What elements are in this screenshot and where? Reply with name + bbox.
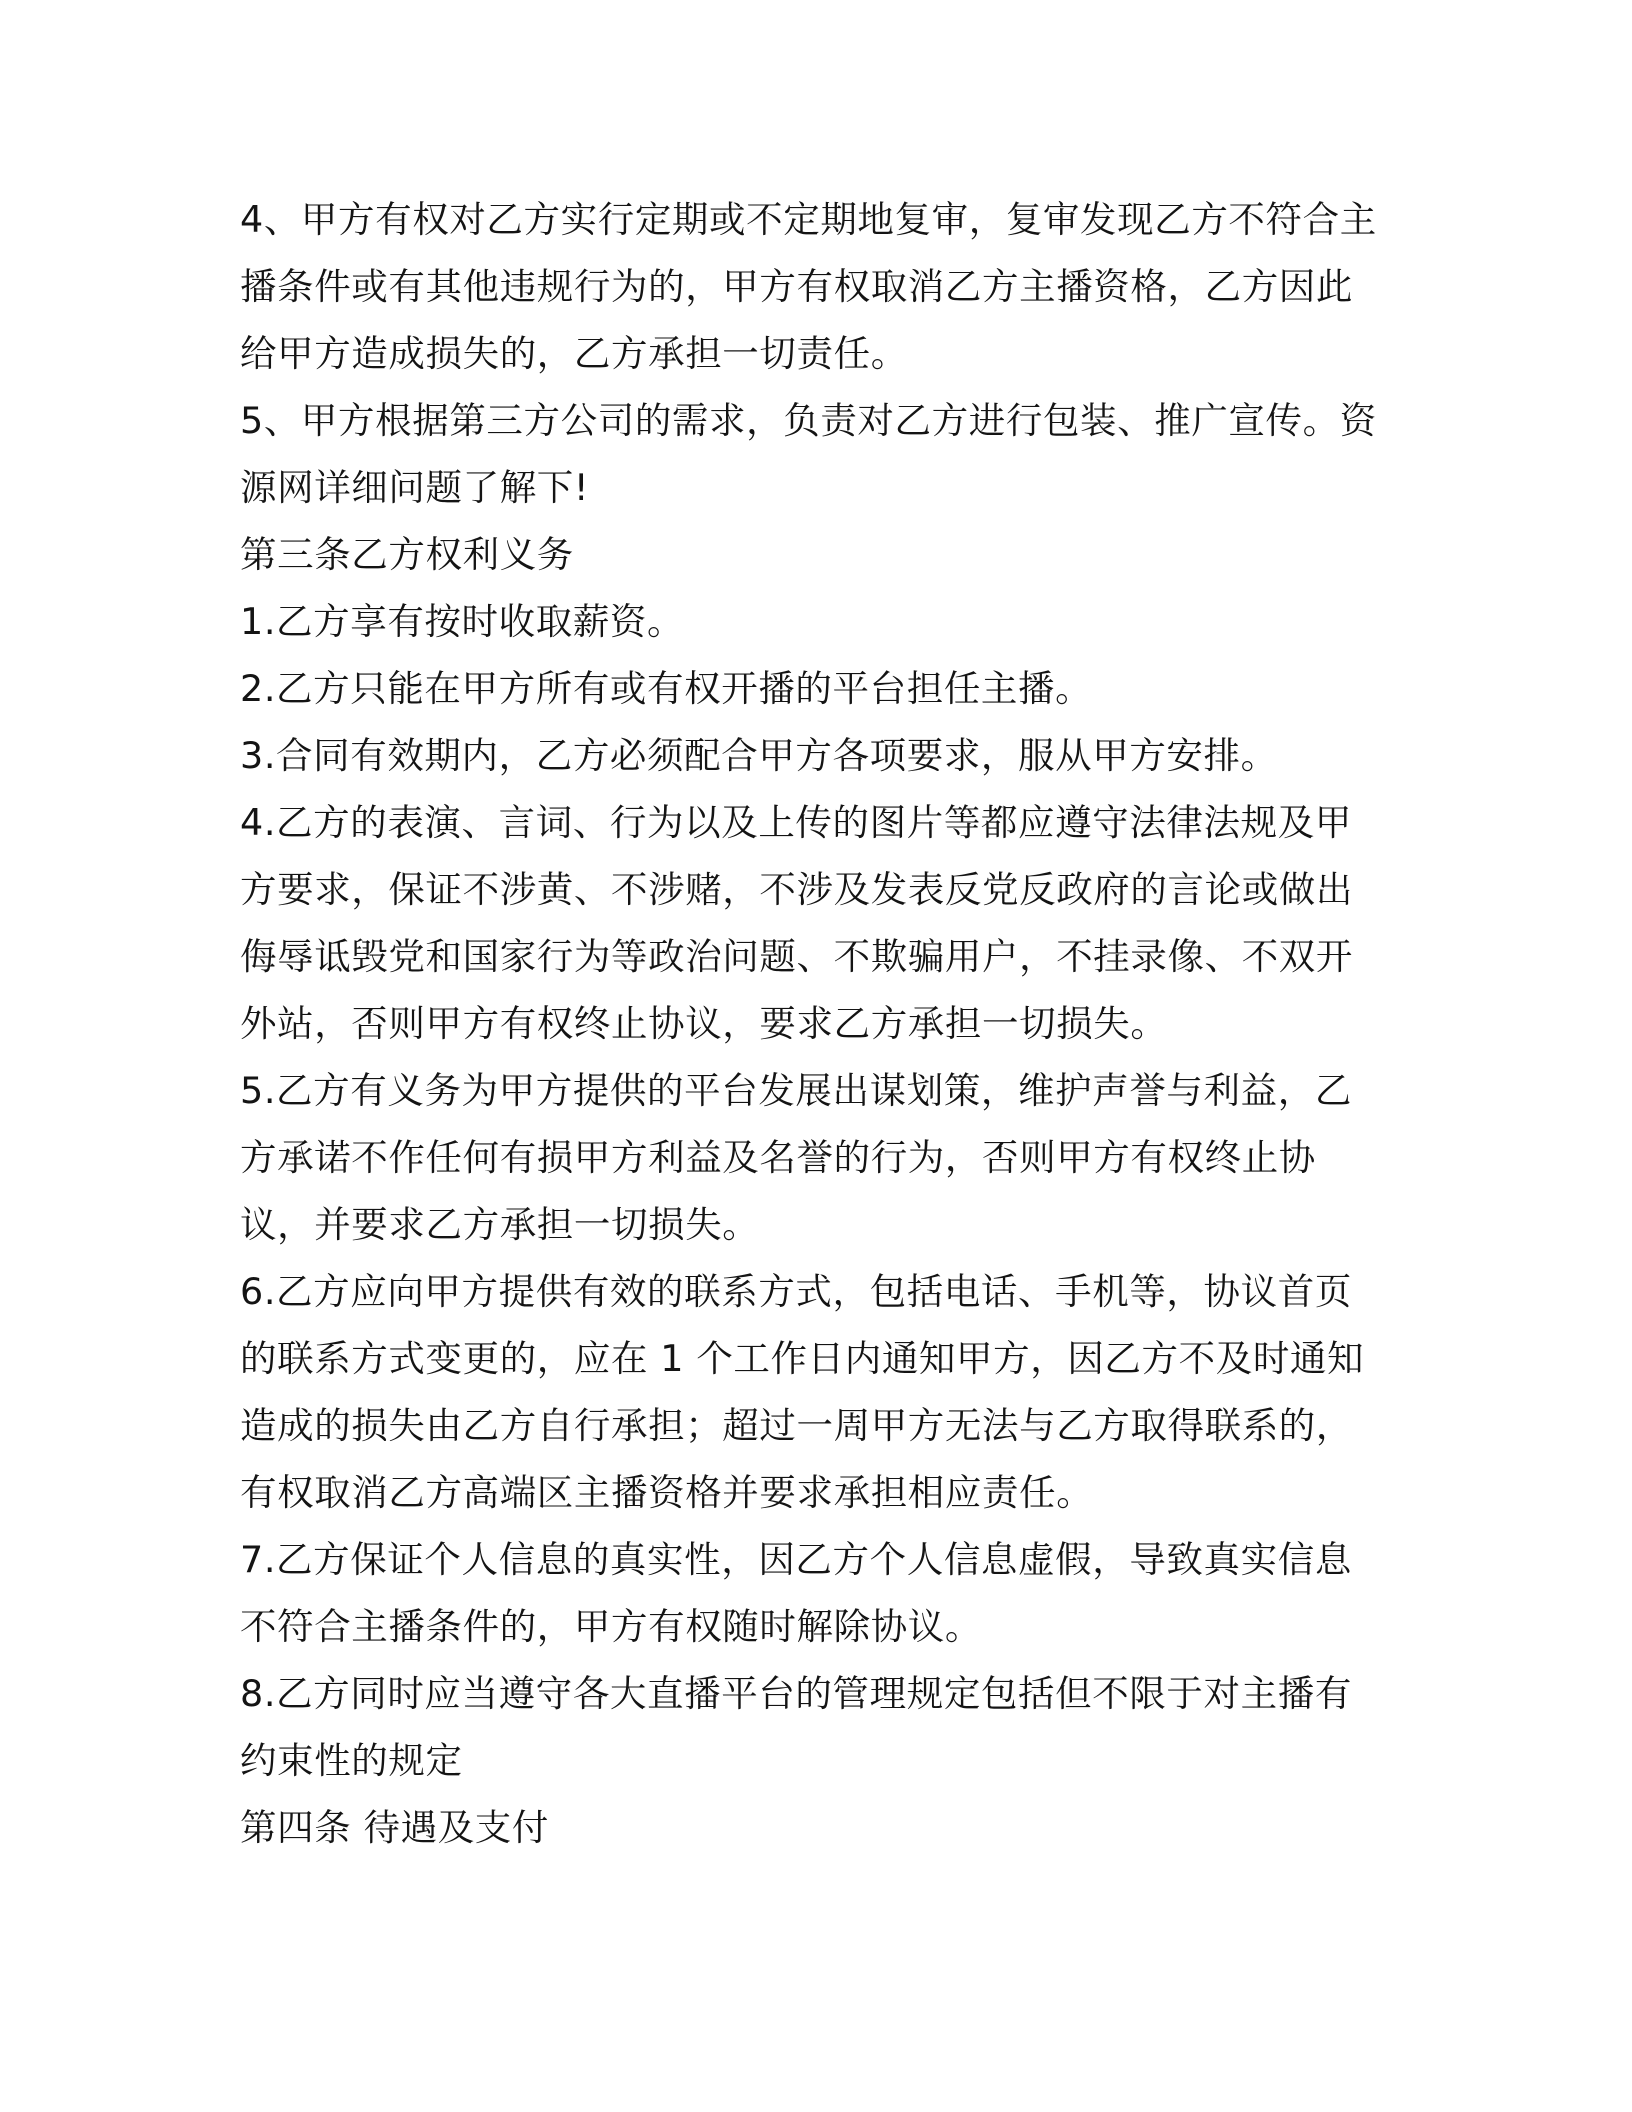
text-line-8: 2.乙方只能在甲方所有或有权开播的平台担任主播。	[240, 667, 1093, 710]
section-heading-article-4: 第四条 待遇及支付	[240, 1806, 550, 1849]
text-line-9: 3.合同有效期内，乙方必须配合甲方各项要求，服从甲方安排。	[240, 734, 1278, 777]
text-line-10: 4.乙方的表演、言词、行为以及上传的图片等都应遵守法律法规及甲	[240, 801, 1352, 844]
text-line-2: 播条件或有其他违规行为的，甲方有权取消乙方主播资格，乙方因此	[240, 265, 1353, 308]
text-line-15: 方承诺不作任何有损甲方利益及名誉的行为，否则甲方有权终止协	[240, 1136, 1316, 1179]
text-line-14: 5.乙方有义务为甲方提供的平台发展出谋划策，维护声誉与利益，乙	[240, 1069, 1352, 1112]
text-line-23: 8.乙方同时应当遵守各大直播平台的管理规定包括但不限于对主播有	[240, 1672, 1352, 1715]
text-line-18: 的联系方式变更的，应在 1 个工作日内通知甲方，因乙方不及时通知	[240, 1337, 1365, 1380]
text-line-1: 4、甲方有权对乙方实行定期或不定期地复审，复审发现乙方不符合主	[240, 198, 1377, 241]
text-line-21: 7.乙方保证个人信息的真实性，因乙方个人信息虚假，导致真实信息	[240, 1538, 1352, 1581]
text-line-24: 约束性的规定	[240, 1739, 463, 1782]
text-line-17: 6.乙方应向甲方提供有效的联系方式，包括电话、手机等，协议首页	[240, 1270, 1352, 1313]
text-line-19: 造成的损失由乙方自行承担；超过一周甲方无法与乙方取得联系的，	[240, 1404, 1353, 1447]
text-line-20: 有权取消乙方高端区主播资格并要求承担相应责任。	[240, 1471, 1094, 1514]
document-body	[240, 186, 1390, 1861]
text-line-3: 给甲方造成损失的，乙方承担一切责任。	[240, 332, 908, 375]
text-line-4: 5、甲方根据第三方公司的需求，负责对乙方进行包装、推广宣传。资	[240, 399, 1377, 442]
text-line-22: 不符合主播条件的，甲方有权随时解除协议。	[240, 1605, 982, 1648]
text-line-11: 方要求，保证不涉黄、不涉赌，不涉及发表反党反政府的言论或做出	[240, 868, 1353, 911]
text-line-5: 源网详细问题了解下!	[240, 466, 590, 509]
text-line-12: 侮辱诋毁党和国家行为等政治问题、不欺骗用户，不挂录像、不双开	[240, 935, 1353, 978]
section-heading-article-3: 第三条乙方权利义务	[240, 533, 574, 576]
text-line-13: 外站，否则甲方有权终止协议，要求乙方承担一切损失。	[240, 1002, 1168, 1045]
text-line-7: 1.乙方享有按时收取薪资。	[240, 600, 685, 643]
text-line-16: 议，并要求乙方承担一切损失。	[240, 1203, 760, 1246]
